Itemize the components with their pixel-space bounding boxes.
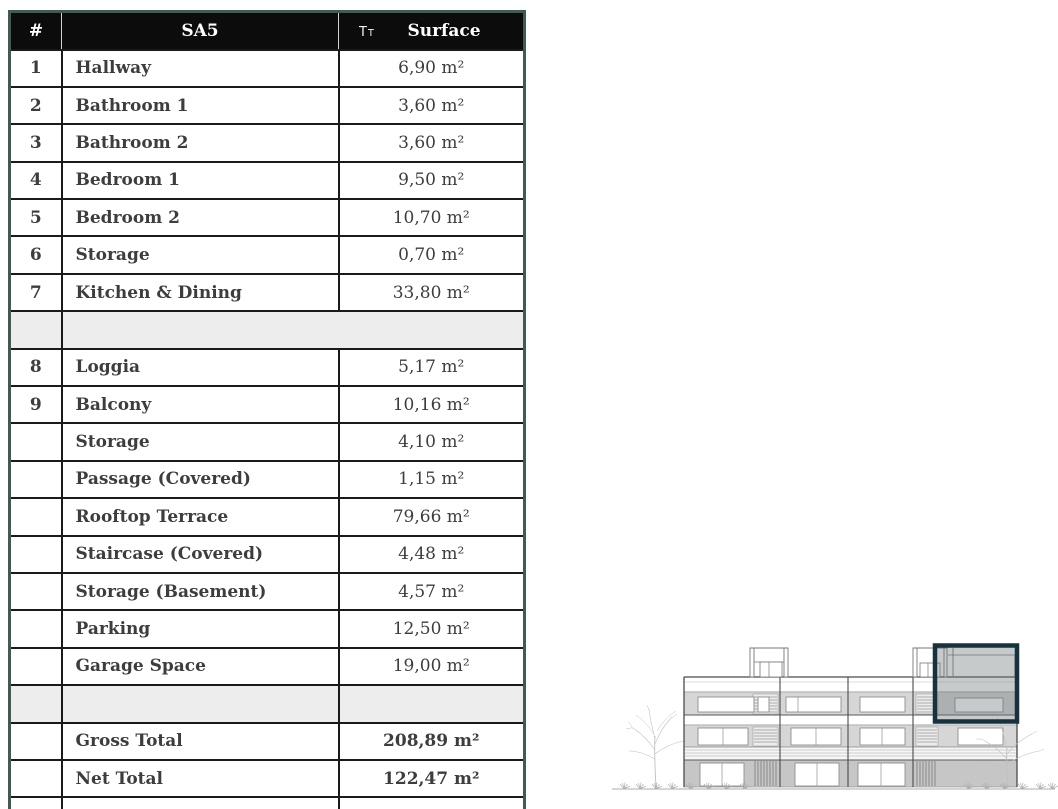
row-number-cell xyxy=(10,461,62,498)
total-label-cell: Net Total xyxy=(62,760,339,797)
room-name-cell: Kitchen & Dining xyxy=(62,274,339,311)
surface-value-cell: 10,70 m² xyxy=(339,199,525,236)
row-number-cell: 4 xyxy=(10,162,62,199)
room-name-cell: Bedroom 1 xyxy=(62,162,339,199)
table-row xyxy=(10,610,525,647)
surface-value-cell: 1,15 m² xyxy=(339,461,525,498)
row-number-cell xyxy=(10,498,62,535)
surface-value-cell: 19,00 m² xyxy=(339,648,525,685)
total-value-cell: 122,47 m² xyxy=(339,760,525,797)
table-row xyxy=(10,124,525,161)
table-row xyxy=(10,648,525,685)
surface-table-container xyxy=(8,10,526,809)
room-name-cell: Storage xyxy=(62,423,339,460)
surface-value-cell: 6,90 m² xyxy=(339,50,525,87)
table-row xyxy=(10,386,525,423)
room-name-cell: Loggia xyxy=(62,349,339,386)
net-total-row xyxy=(10,760,525,797)
room-name-cell: Storage xyxy=(62,236,339,273)
row-number-cell xyxy=(10,648,62,685)
room-name-cell: Parking xyxy=(62,610,339,647)
room-name-cell: Storage (Basement) xyxy=(62,573,339,610)
table-row xyxy=(10,498,525,535)
row-number-header: # xyxy=(10,12,62,50)
row-number-cell xyxy=(10,610,62,647)
unit-name-header: SA5 xyxy=(62,12,339,50)
table-row xyxy=(10,423,525,460)
row-number-cell: 6 xyxy=(10,236,62,273)
row-number-cell: 3 xyxy=(10,124,62,161)
total-value-cell: 208,89 m² xyxy=(339,723,525,760)
row-number-cell xyxy=(10,536,62,573)
surface-value-cell: 3,60 m² xyxy=(339,87,525,124)
room-name-cell: Passage (Covered) xyxy=(62,461,339,498)
table-row xyxy=(10,199,525,236)
surface-table xyxy=(8,10,526,809)
room-name-cell: Bathroom 1 xyxy=(62,87,339,124)
surface-value-cell: 5,17 m² xyxy=(339,349,525,386)
surface-value-cell: 12,50 m² xyxy=(339,610,525,647)
row-number-cell: 1 xyxy=(10,50,62,87)
surface-value-cell: 4,57 m² xyxy=(339,573,525,610)
surface-value-cell: 10,16 m² xyxy=(339,386,525,423)
row-number-cell xyxy=(10,723,62,760)
row-number-cell xyxy=(10,423,62,460)
room-name-cell: Bathroom 2 xyxy=(62,124,339,161)
building-elevation xyxy=(608,598,1058,809)
surface-value-cell: 4,48 m² xyxy=(339,536,525,573)
surface-value-cell: 0,70 m² xyxy=(339,236,525,273)
room-name-cell: Garage Space xyxy=(62,648,339,685)
table-row xyxy=(10,274,525,311)
row-number-cell xyxy=(10,573,62,610)
left-tree xyxy=(626,705,687,788)
table-row xyxy=(10,536,525,573)
total-label-cell: Gross Total xyxy=(62,723,339,760)
row-number-cell: 9 xyxy=(10,386,62,423)
surface-header xyxy=(339,12,525,50)
table-row xyxy=(10,349,525,386)
room-name-cell: Hallway xyxy=(62,50,339,87)
unit-highlight-box xyxy=(935,646,1017,722)
gross-total-row xyxy=(10,723,525,760)
surface-value-cell: 79,66 m² xyxy=(339,498,525,535)
table-row xyxy=(10,87,525,124)
spacer-row xyxy=(10,311,525,348)
text-format-icon: TT xyxy=(359,24,375,40)
row-number-cell: 8 xyxy=(10,349,62,386)
row-number-cell xyxy=(10,760,62,797)
table-row xyxy=(10,50,525,87)
ground-floor-windows xyxy=(700,763,905,786)
room-name-cell: Rooftop Terrace xyxy=(62,498,339,535)
surface-header-label: Surface xyxy=(407,20,481,41)
table-header-row xyxy=(10,12,525,50)
row-number-cell: 2 xyxy=(10,87,62,124)
surface-value-cell: 4,10 m² xyxy=(339,423,525,460)
table-row xyxy=(10,461,525,498)
spacer-row xyxy=(10,685,525,722)
surface-value-cell: 33,80 m² xyxy=(339,274,525,311)
surface-value-cell: 3,60 m² xyxy=(339,124,525,161)
table-row xyxy=(10,236,525,273)
table-row xyxy=(10,573,525,610)
room-name-cell: Balcony xyxy=(62,386,339,423)
room-name-cell: Bedroom 2 xyxy=(62,199,339,236)
surface-value-cell: 9,50 m² xyxy=(339,162,525,199)
table-row xyxy=(10,162,525,199)
row-number-cell: 5 xyxy=(10,199,62,236)
row-number-cell: 7 xyxy=(10,274,62,311)
room-name-cell: Staircase (Covered) xyxy=(62,536,339,573)
partial-row-cutoff xyxy=(10,797,525,809)
